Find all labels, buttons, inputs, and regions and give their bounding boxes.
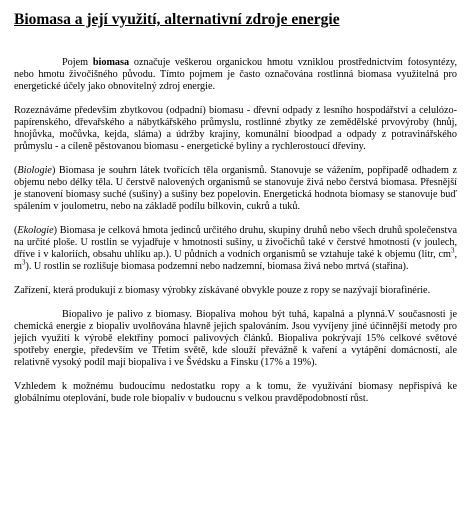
paragraph-residual-biomass: Rozeznáváme především zbytkovou (odpadní) biomasu - dřevní odpady z lesního hospodářství a celulózo-papírenského, dřevařského a nábytkářského průmyslu, rostlinné zbytky ze zemědělské prvovýroby (hnůj, hnojůvka, močůvka, kejda, sláma) a údržby krajiny, komunální bioodpad a odpady z potravinářského průmyslu - a cíleně pěstovanou biomasu - energetické byliny a rychlerostoucí dřeviny.: [14, 105, 457, 152]
paragraph-text: ). U rostlin se rozlišuje biomasa podzemní nebo nadzemní, biomasa živá nebo mrtvá (stařina).: [25, 261, 409, 272]
document-title: Biomasa a její využití, alternativní zdroje energie: [14, 11, 340, 28]
paragraph-text: ) Biomasa je souhrn látek tvořících těla organismů. Stanovuje se vážením, popřípadě odhadem z objemu nebo délky těla. U čerstvě nalovených organismů se stanovuje živá nebo čerstvá biomasa. Přesnější je stanovení biomasy suché (sušiny) a sušiny bez popelovin. Energetická hodnota biomasy se stanovuje buď spálením v joulometru, nebo na základě podílu bílkovin, cukrů a tuků.: [14, 165, 457, 212]
paragraph-text: Pojem: [62, 57, 93, 68]
paragraph-biofuel: Biopalivo je palivo z biomasy. Biopaliva mohou být tuhá, kapalná a plynná.V současnosti je chemická energie z biopaliv uvolňována hlavně jejich spalováním. Jsou vyvíjeny jiné účinnější metody pro jejich využití k výrobě elektřiny pomocí palivových článků. Biopaliva pokrývají 15% celkové světové spotřeby energie, především ve Třetím světě, kde slouží převážně k vaření a vytápění domácností, ale relativně vysoký podíl mají biopaliva i ve Švédsku a Finsku (17% a 19%).: [14, 309, 457, 368]
paragraph-biorefinery: Zařízení, která produkují z biomasy výrobky získávané obvykle pouze z ropy se nazývají biorafinérie.: [14, 285, 431, 296]
italic-term-ekologie: Ekologie: [17, 225, 54, 236]
superscript: 3: [450, 246, 455, 255]
paragraph-text: ) Biomasa je celková hmota jedinců určitého druhu, skupiny druhů nebo všech druhů společenstva na určité ploše. U rostlin se vyjadřuje v hmotnosti sušiny, u živočichů také v čerstvé hmotnosti (v joulech, dříve i v kaloriích, obsahu uhlíku ap.). U půdních a vodních organismů se vztahuje také k objemu (litr, cm: [14, 225, 457, 260]
italic-term-biologie: Biologie: [17, 165, 52, 176]
paragraph-biomasa-definition: [14, 57, 457, 93]
bold-term-biomasa: biomasa: [92, 57, 130, 68]
paragraph-text: označuje veškerou organickou hmotu vzniklou prostřednictvím fotosyntézy, nebo hmotu živočišného původu. Tímto pojmem je často označována rostlinná biomasa využitelná pro energetické účely jako obnovitelný zdroj energie.: [14, 57, 457, 92]
superscript: 3: [21, 258, 26, 267]
paragraph-text: , m: [14, 249, 457, 272]
paragraph-biology: (Biologie) Biomasa je souhrn látek tvořících těla organismů. Stanovuje se vážením, popřípadě odhadem z objemu nebo délky těla. U čerstvě nalovených organismů se stanovuje živá nebo čerstvá biomasa. Přesnější je stanovení biomasy suché (sušiny) a sušiny bez popelovin. Energetická hodnota biomasy se stanovuje buď spálením v joulometru, nebo na základě podílu bílkovin, cukrů a tuků.: [14, 165, 457, 212]
paragraph-future: Vzhledem k možnému budoucímu nedostatku ropy a k tomu, že využívání biomasy nepřispívá ke globálnímu oteplování, bude role biopaliv v budoucnu s velkou pravděpodobností růst.: [14, 381, 457, 404]
paragraph-ecology: (Ekologie) Biomasa je celková hmota jedinců určitého druhu, skupiny druhů nebo všech druhů společenstva na určité ploše. U rostlin se vyjadřuje v hmotnosti sušiny, u živočichů také v čerstvé hmotnosti (v joulech, dříve i v kaloriích, obsahu uhlíku ap.). U půdních a vodních organismů se vztahuje také k objemu (litr, $cm^3$, $m^3$). U rostlin se rozlišuje biomasa podzemní nebo nadzemní, biomasa živá nebo mrtvá (stařina).: [14, 225, 457, 272]
